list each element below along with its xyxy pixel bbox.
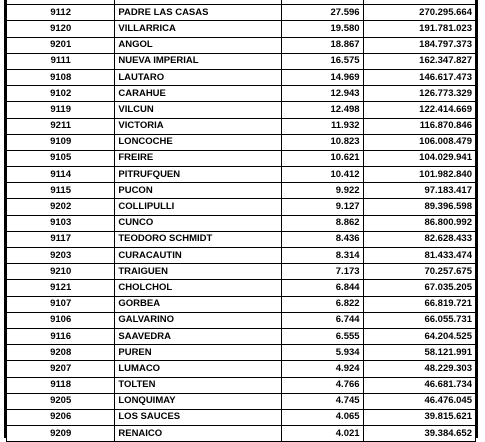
- cell-code: 9121: [7, 280, 115, 296]
- cell-value-a: 4.924: [281, 361, 363, 377]
- cell-value-a: 9.127: [281, 199, 363, 215]
- cell-code: 9117: [7, 231, 115, 247]
- table-row: [7, 215, 476, 231]
- table-row: [7, 280, 476, 296]
- cell-commune: SAAVEDRA: [115, 328, 281, 344]
- table-row: [7, 361, 476, 377]
- cell-value-a: 6.555: [281, 328, 363, 344]
- cell-value-b: 58.121.991: [363, 345, 475, 361]
- table-row: [7, 345, 476, 361]
- cell-code: 9114: [7, 167, 115, 183]
- cell-value-b: 126.773.329: [363, 86, 475, 102]
- cell-commune: LUMACO: [115, 361, 281, 377]
- cell-value-b: 97.183.417: [363, 183, 475, 199]
- cell-commune: LOS SAUCES: [115, 409, 281, 425]
- cell-value-a: 4.021: [281, 426, 363, 442]
- cell-code: 9111: [7, 53, 115, 69]
- cell-commune: NUEVA IMPERIAL: [115, 53, 281, 69]
- cell-value-b: 81.433.474: [363, 248, 475, 264]
- cell-value-b: 104.029.941: [363, 150, 475, 166]
- cell-commune: GORBEA: [115, 296, 281, 312]
- cell-commune: CARAHUE: [115, 86, 281, 102]
- cell-value-a: 6.844: [281, 280, 363, 296]
- cell-value-b: 66.055.731: [363, 312, 475, 328]
- cell-value-b: 64.204.525: [363, 328, 475, 344]
- cell-value-b: 48.229.303: [363, 361, 475, 377]
- cell-commune: PUREN: [115, 345, 281, 361]
- table-body: [7, 0, 476, 442]
- table-row: [7, 264, 476, 280]
- cell-value-a: 9.922: [281, 183, 363, 199]
- table-row: [7, 409, 476, 425]
- cell-value-a: 8.436: [281, 231, 363, 247]
- cell-value-b: 101.982.840: [363, 167, 475, 183]
- cell-value-b: 191.781.023: [363, 21, 475, 37]
- cell-code: 9207: [7, 361, 115, 377]
- table-row: [7, 167, 476, 183]
- cell-value-a: 27.596: [281, 5, 363, 21]
- cell-value-a: 12.498: [281, 102, 363, 118]
- cell-commune: VICTORIA: [115, 118, 281, 134]
- cell-value-b: 116.870.846: [363, 118, 475, 134]
- cell-value-a: 4.766: [281, 377, 363, 393]
- cell-commune: RENAICO: [115, 426, 281, 442]
- cell-value-a: 14.969: [281, 69, 363, 85]
- cell-commune: LONQUIMAY: [115, 393, 281, 409]
- cell-code: 9106: [7, 312, 115, 328]
- cell-code: 9119: [7, 102, 115, 118]
- cell-code: 9201: [7, 37, 115, 53]
- table-row: [7, 296, 476, 312]
- cell-code: 9115: [7, 183, 115, 199]
- cell-code: 9105: [7, 150, 115, 166]
- cell-commune: PITRUFQUEN: [115, 167, 281, 183]
- cell-value-a: 8.862: [281, 215, 363, 231]
- cell-value-b: 39.815.621: [363, 409, 475, 425]
- cell-code: 9103: [7, 215, 115, 231]
- cell-value-b: 89.396.598: [363, 199, 475, 215]
- cell-code: 9102: [7, 86, 115, 102]
- cell-value-b: 46.681.734: [363, 377, 475, 393]
- cell-value-a: 10.412: [281, 167, 363, 183]
- cell-value-a: 19.580: [281, 21, 363, 37]
- table-row: [7, 37, 476, 53]
- cell-code: 9118: [7, 377, 115, 393]
- cell-value-a: 18.867: [281, 37, 363, 53]
- cell-commune: ANGOL: [115, 37, 281, 53]
- cell-code: 9203: [7, 248, 115, 264]
- cell-value-a: 6.744: [281, 312, 363, 328]
- cell-value-b: 86.800.992: [363, 215, 475, 231]
- table-row: [7, 312, 476, 328]
- table-frame: [4, 0, 478, 438]
- cell-value-a: 10.823: [281, 134, 363, 150]
- table-row: [7, 21, 476, 37]
- cell-code: 9116: [7, 328, 115, 344]
- table-row: [7, 86, 476, 102]
- cell-code: 9108: [7, 69, 115, 85]
- cell-commune: GALVARINO: [115, 312, 281, 328]
- cell-commune: PADRE LAS CASAS: [115, 5, 281, 21]
- cell-code: 9107: [7, 296, 115, 312]
- cell-commune: FREIRE: [115, 150, 281, 166]
- cell-value-b: 270.295.664: [363, 5, 475, 21]
- cell-value-a: 10.621: [281, 150, 363, 166]
- cell-commune: TOLTEN: [115, 377, 281, 393]
- table-row: [7, 328, 476, 344]
- cell-code: 9210: [7, 264, 115, 280]
- table-row: [7, 118, 476, 134]
- table-row: [7, 5, 476, 21]
- cell-value-a: 4.065: [281, 409, 363, 425]
- cell-value-a: 16.575: [281, 53, 363, 69]
- table-row: [7, 393, 476, 409]
- cell-value-b: 66.819.721: [363, 296, 475, 312]
- cell-code: 9205: [7, 393, 115, 409]
- table-row: [7, 102, 476, 118]
- cell-value-a: 8.314: [281, 248, 363, 264]
- cell-commune: TRAIGUEN: [115, 264, 281, 280]
- cell-commune: VILCUN: [115, 102, 281, 118]
- cell-code: 9211: [7, 118, 115, 134]
- cell-commune: LAUTARO: [115, 69, 281, 85]
- cell-code: 9202: [7, 199, 115, 215]
- table-row: [7, 150, 476, 166]
- table-row: [7, 69, 476, 85]
- cell-value-b: 46.476.045: [363, 393, 475, 409]
- table-row: [7, 134, 476, 150]
- cell-commune: TEODORO SCHMIDT: [115, 231, 281, 247]
- cell-commune: CHOLCHOL: [115, 280, 281, 296]
- cell-value-a: 12.943: [281, 86, 363, 102]
- table-row: [7, 231, 476, 247]
- cell-code: 9109: [7, 134, 115, 150]
- cell-code: 9208: [7, 345, 115, 361]
- cell-value-b: 67.035.205: [363, 280, 475, 296]
- table-row: [7, 377, 476, 393]
- commune-table: [6, 0, 476, 442]
- cell-value-a: 6.822: [281, 296, 363, 312]
- cell-value-a: 5.934: [281, 345, 363, 361]
- cell-commune: PUCON: [115, 183, 281, 199]
- cell-commune: COLLIPULLI: [115, 199, 281, 215]
- table-row: [7, 183, 476, 199]
- cell-code: 9120: [7, 21, 115, 37]
- cell-value-a: 4.745: [281, 393, 363, 409]
- table-row: [7, 426, 476, 442]
- cell-value-b: 122.414.669: [363, 102, 475, 118]
- cell-value-a: 7.173: [281, 264, 363, 280]
- cell-code: 9206: [7, 409, 115, 425]
- cell-value-b: 162.347.827: [363, 53, 475, 69]
- cell-code: 9112: [7, 5, 115, 21]
- cell-value-b: 82.628.433: [363, 231, 475, 247]
- cell-commune: CUNCO: [115, 215, 281, 231]
- table-row: [7, 199, 476, 215]
- table-row: [7, 53, 476, 69]
- table-row: [7, 248, 476, 264]
- cell-value-b: 39.384.652: [363, 426, 475, 442]
- cell-code: 9209: [7, 426, 115, 442]
- cell-value-b: 106.008.479: [363, 134, 475, 150]
- cell-commune: VILLARRICA: [115, 21, 281, 37]
- cell-value-b: 184.797.373: [363, 37, 475, 53]
- cell-commune: CURACAUTIN: [115, 248, 281, 264]
- cell-value-a: 11.932: [281, 118, 363, 134]
- cell-value-b: 146.617.473: [363, 69, 475, 85]
- cell-commune: LONCOCHE: [115, 134, 281, 150]
- cell-value-b: 70.257.675: [363, 264, 475, 280]
